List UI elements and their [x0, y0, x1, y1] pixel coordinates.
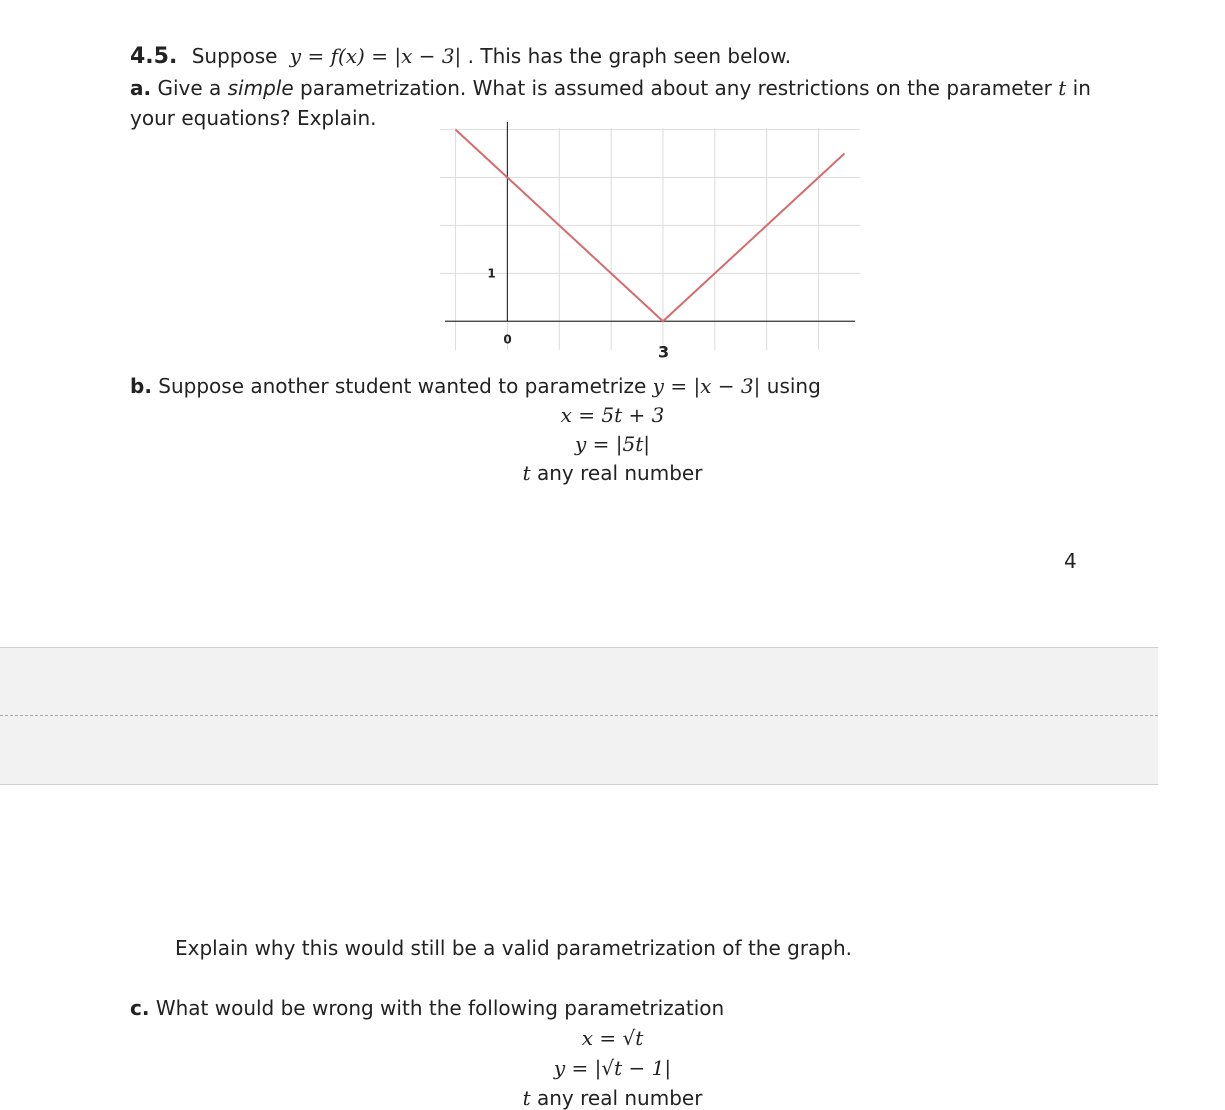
part-a-line2: your equations? Explain.	[130, 106, 377, 130]
grid-lines	[440, 128, 860, 350]
part-a-label: a.	[130, 76, 152, 100]
y-tick-label-1: 1	[487, 266, 496, 281]
part-c-domain-text: any real number	[530, 1086, 703, 1110]
page-number: 4	[1064, 549, 1077, 573]
function-expression: y = f(x) = |x − 3|	[289, 44, 462, 68]
part-b-equation-y: y = |5t|	[574, 432, 650, 456]
problem-intro-lead: Suppose	[191, 44, 278, 68]
part-a-text-after: parametrization. What is assumed about any restrictions on the parameter	[300, 76, 1052, 100]
part-b-domain-text: any real number	[530, 461, 703, 485]
problem-number: 4.5.	[130, 44, 178, 69]
x-tick-label-0: 0	[503, 332, 512, 347]
part-c-label: c.	[130, 996, 150, 1020]
part-a-emphasis: simple	[227, 76, 294, 100]
explain-prompt: Explain why this would still be a valid parametrization of the graph.	[175, 936, 853, 960]
part-b-parameter-domain	[0, 461, 1225, 485]
part-c-equation-y: y = |√t − 1|	[553, 1056, 672, 1080]
page-break-band-top	[0, 647, 1158, 716]
part-c-parameter-domain	[0, 1086, 1225, 1110]
part-b-line1	[130, 374, 821, 398]
part-b-expr: y = |x − 3|	[652, 374, 761, 398]
part-b-text: Suppose another student wanted to parametrize	[158, 374, 647, 398]
part-a-text-end: in	[1072, 76, 1091, 100]
part-b-equation-x: x = 5t + 3	[560, 403, 665, 427]
part-c-text: What would be wrong with the following parametrization	[155, 996, 725, 1020]
problem-intro-tail: . This has the graph seen below.	[467, 44, 792, 68]
page-break-band-bottom	[0, 716, 1158, 785]
part-c-line1	[130, 996, 724, 1020]
part-a-param: t	[1058, 76, 1067, 100]
part-b-param: t	[522, 461, 531, 485]
absolute-value-graph	[440, 120, 860, 362]
part-a-text-before: Give a	[157, 76, 222, 100]
x-tick-label-3: 3	[657, 342, 670, 362]
part-c-param: t	[522, 1086, 531, 1110]
part-c-equation-x: x = √t	[581, 1026, 644, 1050]
problem-statement	[130, 44, 791, 69]
part-b-label: b.	[130, 374, 152, 398]
part-a-line1	[130, 76, 1091, 100]
part-b-tail: using	[766, 374, 821, 398]
